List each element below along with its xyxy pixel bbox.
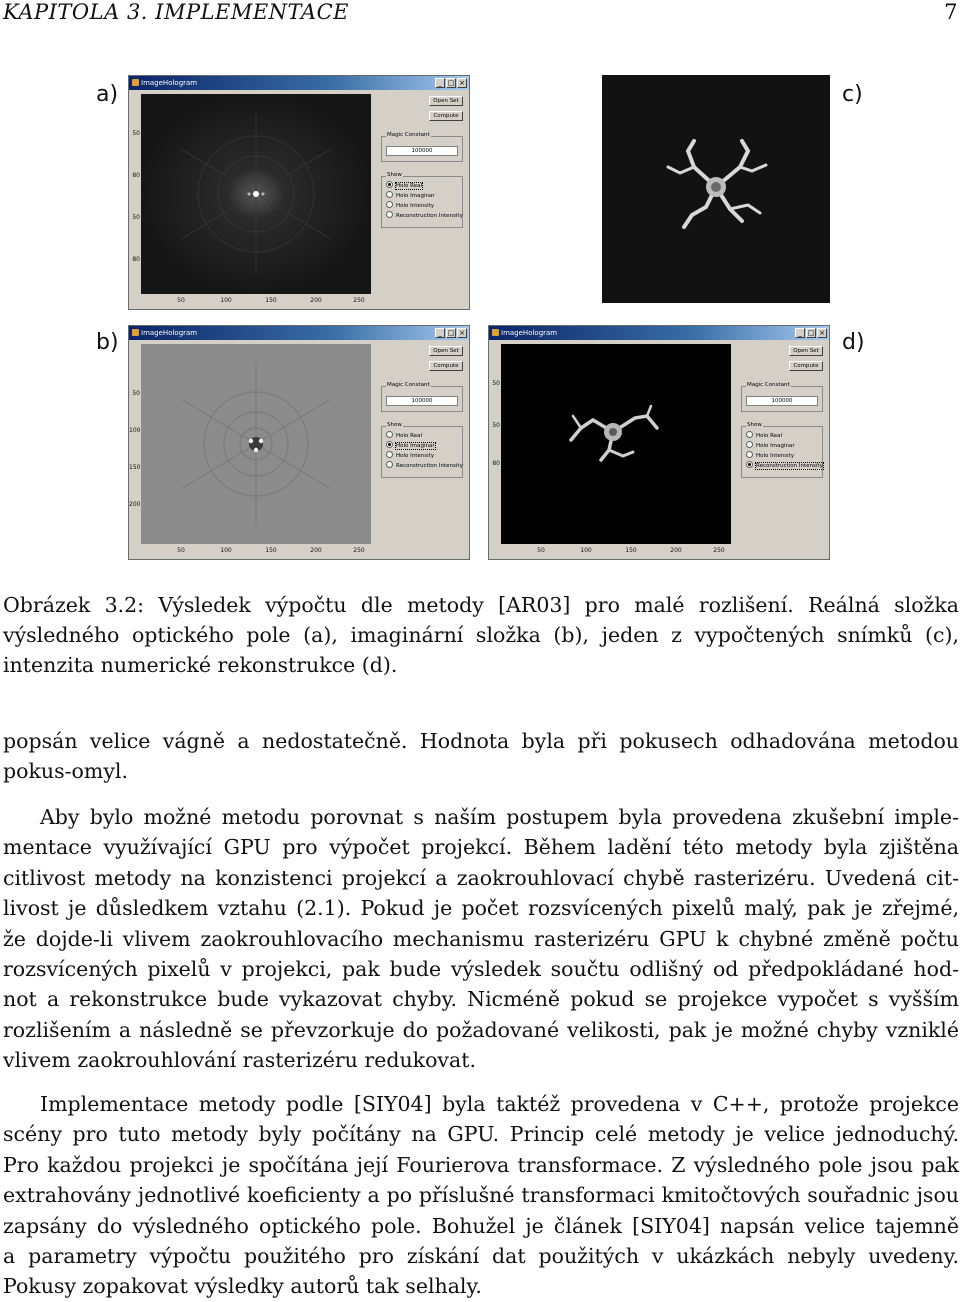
text-line: rozlišením a následně se převzorkuje do požadované velikosti, pak je možné chyby vzniklé	[3, 1017, 959, 1042]
y-tick: 50	[492, 422, 500, 429]
radio-holo-real[interactable]: Holo Real	[386, 432, 422, 440]
figure-label-c: c)	[842, 82, 863, 107]
open-set-button[interactable]: Open Set	[429, 96, 463, 106]
radio-reconstruction-intensity[interactable]: Reconstruction Intensity	[386, 462, 463, 470]
x-tick: 250	[353, 297, 365, 304]
window-controls	[435, 78, 467, 88]
window-title-bar	[489, 326, 829, 340]
y-tick: 80	[492, 460, 500, 467]
text-line: že dojde-li vlivem zaokrouhlovacího mechanismu rasterizéru GPU k chybné změně počtu	[3, 926, 959, 951]
window-title-bar	[129, 326, 469, 340]
paragraph-1	[3, 726, 959, 787]
matlab-app-icon	[132, 79, 139, 86]
window-title: ImageHologram	[501, 329, 558, 337]
radio-holo-imaginar[interactable]: Holo Imaginar	[746, 442, 795, 450]
radio-icon	[746, 441, 753, 448]
text-line: Pro každou projekci je spočítána její Fourierova transformace. Z výsledného pole jsou pak	[3, 1152, 959, 1177]
radio-reconstruction-intensity[interactable]: Reconstruction Intensity	[746, 462, 823, 470]
y-tick: 50	[492, 380, 500, 387]
compute-button[interactable]: Compute	[429, 111, 463, 121]
figure-label-a: a)	[96, 82, 119, 107]
x-tick: 100	[220, 547, 232, 554]
text-line: popsán velice vágně a nedostatečně. Hodnota byla při pokusech odhadována metodou	[3, 729, 959, 753]
radio-holo-intensity[interactable]: Holo Intensity	[746, 452, 794, 460]
minimize-icon[interactable]: _	[435, 328, 445, 338]
window-title: ImageHologram	[141, 329, 198, 337]
radio-icon	[746, 431, 753, 438]
radio-icon	[386, 191, 393, 198]
magic-constant-group	[381, 382, 463, 412]
radio-reconstruction-intensity[interactable]: Reconstruction Intensity	[386, 212, 463, 220]
radio-selected-icon	[386, 181, 393, 188]
x-tick: 50	[177, 547, 185, 554]
matlab-app-icon	[132, 329, 139, 336]
y-tick: 150	[129, 464, 141, 471]
minimize-icon[interactable]: _	[435, 78, 445, 88]
text-line: vlivem zaokrouhlování rasterizéru redukovat.	[3, 1048, 476, 1073]
show-label: Show	[387, 422, 402, 428]
y-tick: 50	[132, 390, 140, 397]
chapter-title: KAPITOLA 3. IMPLEMENTACE	[3, 0, 349, 24]
window-title: ImageHologram	[141, 79, 198, 87]
text-line: mentace využívající GPU pro výpočet projekcí. Během ladění této metody byla zjištěna	[3, 835, 959, 860]
x-axis	[141, 297, 371, 307]
close-icon[interactable]: ×	[817, 328, 827, 338]
x-tick: 100	[220, 297, 232, 304]
magic-constant-input[interactable]: 100000	[386, 146, 458, 156]
caption-line: intenzita numerické rekonstrukce (d).	[3, 653, 398, 677]
window-controls	[435, 328, 467, 338]
magic-constant-group	[381, 132, 463, 162]
window-title-bar	[129, 76, 469, 90]
radio-icon	[386, 211, 393, 218]
y-tick: 200	[129, 501, 141, 508]
show-label: Show	[387, 172, 402, 178]
maximize-icon[interactable]: □	[447, 329, 455, 337]
x-tick: 250	[353, 547, 365, 554]
x-tick: 150	[265, 297, 277, 304]
reconstruction-intensity-plot	[501, 344, 731, 544]
figure-caption	[3, 590, 959, 680]
x-tick: 200	[310, 547, 322, 554]
figure-label-b: b)	[96, 330, 119, 355]
magic-constant-input[interactable]: 100000	[746, 396, 818, 406]
matlab-window-b	[128, 325, 470, 560]
magic-constant-input[interactable]: 100000	[386, 396, 458, 406]
x-tick: 200	[670, 547, 682, 554]
y-tick: 100	[129, 427, 141, 434]
text-line: Implementace metody podle [SIY04] byla taktéž provedena v C++, protože projekce	[40, 1092, 959, 1116]
matlab-window-d	[488, 325, 830, 560]
compute-button[interactable]: Compute	[789, 361, 823, 371]
projection-image	[602, 75, 830, 303]
radio-icon	[386, 461, 393, 468]
minimize-icon[interactable]: _	[795, 328, 805, 338]
radio-icon	[386, 201, 393, 208]
x-tick: 50	[537, 547, 545, 554]
radio-selected-icon	[746, 461, 753, 468]
window-controls	[795, 328, 827, 338]
matlab-app-icon	[492, 329, 499, 336]
open-set-button[interactable]: Open Set	[429, 346, 463, 356]
text-line: scény pro tuto metody byly počítány na GPU. Princip celé metody je velice jednoduchý.	[3, 1122, 959, 1147]
x-tick: 150	[625, 547, 637, 554]
x-axis	[501, 547, 731, 557]
text-line: Aby bylo možné metodu porovnat s naším postupem byla provedena zkušební imple-	[40, 805, 959, 829]
text-line: Pokusy zopakovat výsledky autorů tak selhaly.	[3, 1274, 482, 1299]
caption-line: Obrázek 3.2: Výsledek výpočtu dle metody [AR03] pro malé rozlišení. Reálná složka	[3, 593, 959, 617]
magic-constant-label: Magic Constant	[387, 382, 430, 388]
page-number: 7	[944, 0, 958, 24]
maximize-icon[interactable]: □	[447, 79, 455, 87]
radio-holo-real[interactable]: Holo Real	[746, 432, 782, 440]
show-group	[381, 172, 463, 228]
y-tick: 50	[132, 214, 140, 221]
text-line: livost je důsledkem vztahu (2.1). Pokud je počet rozsvícených pixelů malý, pak je zřejmé,	[3, 896, 959, 921]
paragraph-3	[3, 1089, 959, 1302]
x-tick: 50	[177, 297, 185, 304]
matlab-window-a	[128, 75, 470, 310]
x-axis	[141, 547, 371, 557]
radio-icon	[386, 431, 393, 438]
radio-holo-imaginar[interactable]: Holo Imaginar	[386, 192, 435, 200]
maximize-icon[interactable]: □	[807, 329, 815, 337]
paragraph-2	[3, 802, 959, 1076]
text-line: citlivost metody na konzistenci projekcí a zaokrouhlovací chybě rasterizéru. Uvedená cit-	[3, 865, 959, 890]
text-line: pokus-omyl.	[3, 759, 128, 784]
caption-line: výsledného optického pole (a), imaginární složka (b), jeden z vypočtených snímků (c),	[3, 623, 959, 647]
text-line: a parametry výpočtu použitého pro získání dat použitých v ukázkách nebyly uvedeny.	[3, 1244, 959, 1269]
radio-icon	[386, 451, 393, 458]
magic-constant-label: Magic Constant	[387, 132, 430, 138]
show-group	[381, 422, 463, 478]
radio-holo-real[interactable]: Holo Real	[386, 182, 422, 190]
radio-holo-intensity[interactable]: Holo Intensity	[386, 202, 434, 210]
compute-button[interactable]: Compute	[429, 361, 463, 371]
text-line: rozsvícených pixelů v projekci, pak bude výsledek součtu odlišný od předpokládané hod-	[3, 957, 959, 982]
figure-label-d: d)	[842, 330, 865, 355]
radio-holo-intensity[interactable]: Holo Intensity	[386, 452, 434, 460]
y-tick: 80	[132, 172, 140, 179]
magic-constant-group	[741, 382, 823, 412]
reconstruction-intensity-image	[501, 344, 731, 544]
magic-constant-label: Magic Constant	[747, 382, 790, 388]
text-line: zapsány do výsledného optického pole. Bohužel je článek [SIY04] napsán velice tajemně	[3, 1213, 959, 1238]
close-icon[interactable]: ×	[457, 328, 467, 338]
holo-real-image	[141, 94, 371, 294]
radio-selected-icon	[386, 441, 393, 448]
show-group	[741, 422, 823, 478]
show-label: Show	[747, 422, 762, 428]
text-line: not a rekonstrukce bude vykazovat chyby. Nicméně pokud se projekce vypočet s vyšším	[3, 987, 959, 1012]
open-set-button[interactable]: Open Set	[789, 346, 823, 356]
y-tick: 80	[132, 256, 140, 263]
close-icon[interactable]: ×	[457, 78, 467, 88]
holo-imaginar-plot	[141, 344, 371, 544]
radio-icon	[746, 451, 753, 458]
radio-holo-imaginar[interactable]: Holo Imaginar	[386, 442, 435, 450]
projection-snapshot	[602, 75, 830, 303]
x-tick: 250	[713, 547, 725, 554]
holo-imaginar-image	[141, 344, 371, 544]
running-head	[3, 0, 958, 26]
text-line: extrahovány jednotlivé koeficienty a po příslušné transformaci kmitočtových souřadnic jsou	[3, 1183, 959, 1208]
x-tick: 200	[310, 297, 322, 304]
holo-real-plot	[141, 94, 371, 294]
x-tick: 100	[580, 547, 592, 554]
y-tick: 50	[132, 130, 140, 137]
x-tick: 150	[265, 547, 277, 554]
